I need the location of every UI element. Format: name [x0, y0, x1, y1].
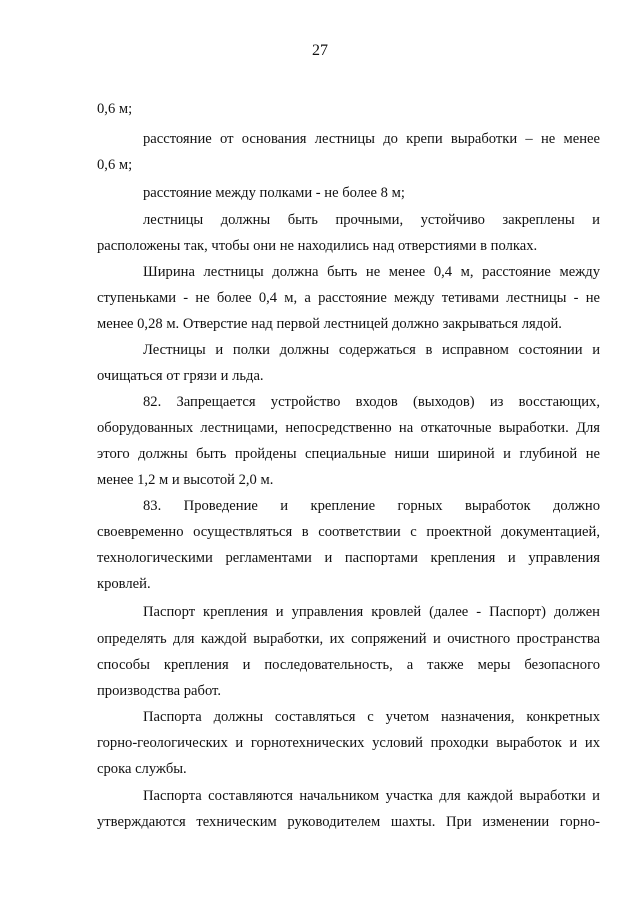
text-line: Паспорта должны составляться с учетом назначения, конкретных — [143, 709, 600, 725]
text-line: производства работ. — [97, 683, 221, 699]
text-line: срока службы. — [97, 761, 187, 777]
text-line: расположены так, чтобы они не находились над отверстиями в полках. — [97, 238, 538, 254]
text-line: Паспорта составляются начальником участка для каждой выработки и — [143, 788, 600, 804]
page-number: 27 — [312, 42, 328, 59]
text-line: технологическими регламентами и паспортами крепления и управления — [97, 550, 600, 566]
text-line: определять для каждой выработки, их сопряжений и очистного пространства — [97, 631, 600, 647]
text-line: Лестницы и полки должны содержаться в исправном состоянии и — [143, 342, 600, 358]
text-line: утверждаются техническим руководителем шахты. При изменении горно- — [97, 814, 600, 830]
text-line: Ширина лестницы должна быть не менее 0,4 м, расстояние между — [143, 264, 600, 280]
text-line: 82. Запрещается устройство входов (выходов) из восстающих, — [143, 394, 600, 410]
text-line: своевременно осуществляться в соответствии с проектной документацией, — [97, 524, 600, 540]
text-line: Паспорт крепления и управления кровлей (далее - Паспорт) должен — [143, 604, 600, 620]
text-line: лестницы должны быть прочными, устойчиво закреплены и — [143, 212, 600, 228]
text-line: менее 0,28 м. Отверстие над первой лестницей должно закрываться лядой. — [97, 316, 562, 332]
text-line: ступеньками - не более 0,4 м, а расстояние между тетивами лестницы - не — [97, 290, 600, 306]
text-line: кровлей. — [97, 576, 151, 592]
text-line: 0,6 м; — [97, 101, 133, 117]
text-line: оборудованных лестницами, непосредственно на откаточные выработки. Для — [97, 420, 600, 436]
text-line: 83. Проведение и крепление горных выработок должно — [143, 498, 600, 514]
text-line: менее 1,2 м и высотой 2,0 м. — [97, 472, 274, 488]
text-line: расстояние между полками - не более 8 м; — [143, 185, 405, 201]
text-line: 0,6 м; — [97, 157, 133, 173]
text-line: расстояние от основания лестницы до крепи выработки – не менее — [143, 131, 600, 147]
text-line: способы крепления и последовательность, а также меры безопасного — [97, 657, 600, 673]
text-line: горно-геологических и горнотехнических условий проходки выработок и их — [97, 735, 600, 751]
text-line: очищаться от грязи и льда. — [97, 368, 264, 384]
text-line: этого должны быть пройдены специальные ниши шириной и глубиной не — [97, 446, 600, 462]
